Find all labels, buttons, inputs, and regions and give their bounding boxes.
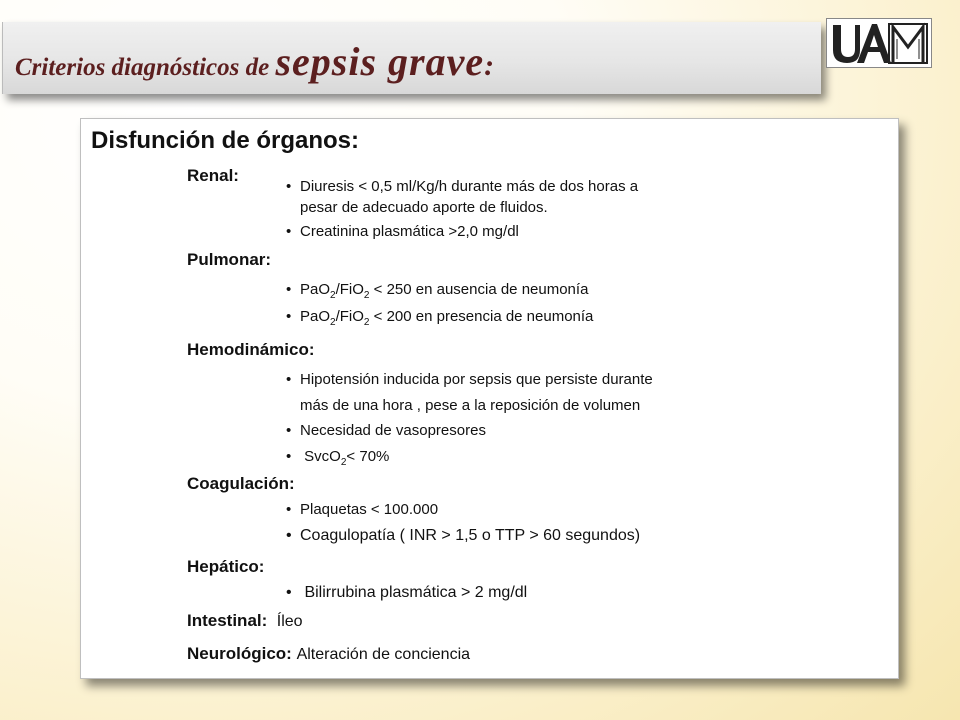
pulmonar-b2-prefix: PaO: [300, 308, 331, 325]
uam-logo: [826, 18, 932, 68]
hemodinamico-bullet-2: • Necesidad de vasopresores: [286, 422, 486, 439]
coagulacion-bullet-2: • Coagulopatía ( INR > 1,5 o TTP > 60 segundos): [286, 527, 641, 544]
pulmonar-b1-sub2: 2: [363, 290, 370, 301]
neurologico-value: Alteración de conciencia: [296, 646, 471, 663]
pulmonar-b2-rest: < 200 en presencia de neumonía: [369, 308, 594, 325]
pulmonar-b1-rest: < 250 en ausencia de neumonía: [369, 281, 589, 298]
slide-title: [15, 38, 494, 85]
hemodinamico-bullet-1-line-2: más de una hora , pese a la reposición de volumen: [300, 397, 641, 414]
hemodinamico-bullet-2-text: Necesidad de vasopresores: [300, 422, 486, 439]
coagulacion-bullet-1: • Plaquetas < 100.000: [286, 501, 439, 518]
hepatico-label: Hepático:: [187, 557, 265, 576]
renal-bullet-1-line-1: Diuresis < 0,5 ml/Kg/h durante más de dos horas a: [300, 178, 639, 195]
uam-logo-mark: [827, 19, 931, 67]
renal-bullet-1-line-2: pesar de adecuado aporte de fluidos.: [300, 199, 548, 216]
pulmonar-bullet-1: • PaO$_2$/FiO$_2$ < 250 en ausencia de neumonía: [286, 281, 589, 301]
neurologico-label: Neurológico:: [187, 644, 292, 663]
coagulacion-bullet-1-text: Plaquetas < 100.000: [300, 501, 439, 518]
hemodinamico-label: Hemodinámico:: [187, 340, 315, 359]
hemodinamico-bullet-3: • SvcO$_2$< 70%: [286, 448, 390, 468]
hemodinamico-b3-sub: 2: [340, 457, 347, 468]
title-part-1: Criterios diagnósticos de: [15, 54, 276, 81]
renal-bullet-2: • Creatinina plasmática >2,0 mg/dl: [286, 223, 519, 240]
pulmonar-b1-mid: /FiO: [335, 281, 364, 298]
neurologico-row: [187, 644, 470, 664]
pulmonar-b2-mid: /FiO: [335, 308, 364, 325]
title-part-3: :: [484, 49, 495, 82]
coagulacion-bullet-2-text: Coagulopatía ( INR > 1,5 o TTP > 60 segundos): [300, 527, 641, 544]
hemodinamico-bullet-1-line-1: Hipotensión inducida por sepsis que persiste durante: [300, 371, 653, 388]
coagulacion-label: Coagulación:: [187, 474, 295, 493]
content-panel: [80, 118, 899, 679]
renal-label: Renal:: [187, 166, 239, 185]
intestinal-row: [187, 611, 303, 631]
pulmonar-b2-sub1: 2: [330, 317, 336, 328]
intestinal-value: Íleo: [276, 613, 303, 630]
hemodinamico-b3-rest: < 70%: [346, 448, 390, 465]
section-heading: Disfunción de órganos:: [91, 127, 360, 154]
hepatico-bullet-1-text: Bilirrubina plasmática > 2 mg/dl: [304, 584, 528, 601]
intestinal-label: Intestinal:: [187, 611, 268, 630]
pulmonar-label: Pulmonar:: [187, 250, 272, 269]
pulmonar-b1-sub1: 2: [330, 290, 336, 301]
pulmonar-bullet-2: • PaO$_2$/FiO$_2$ < 200 en presencia de neumonía: [286, 308, 594, 328]
renal-bullet-1: • Diuresis < 0,5 ml/Kg/h durante más de dos horas a: [286, 178, 639, 195]
hepatico-bullet-1: • Bilirrubina plasmática > 2 mg/dl: [286, 584, 528, 601]
pulmonar-b1-prefix: PaO: [300, 281, 331, 298]
title-part-2: sepsis grave: [275, 39, 485, 84]
hemodinamico-bullet-1: • Hipotensión inducida por sepsis que persiste durante: [286, 371, 653, 388]
renal-bullet-2-text: Creatinina plasmática >2,0 mg/dl: [300, 223, 519, 240]
title-bar: [2, 22, 821, 94]
pulmonar-b2-sub2: 2: [363, 317, 370, 328]
hemodinamico-b3-prefix: SvcO: [304, 448, 341, 465]
